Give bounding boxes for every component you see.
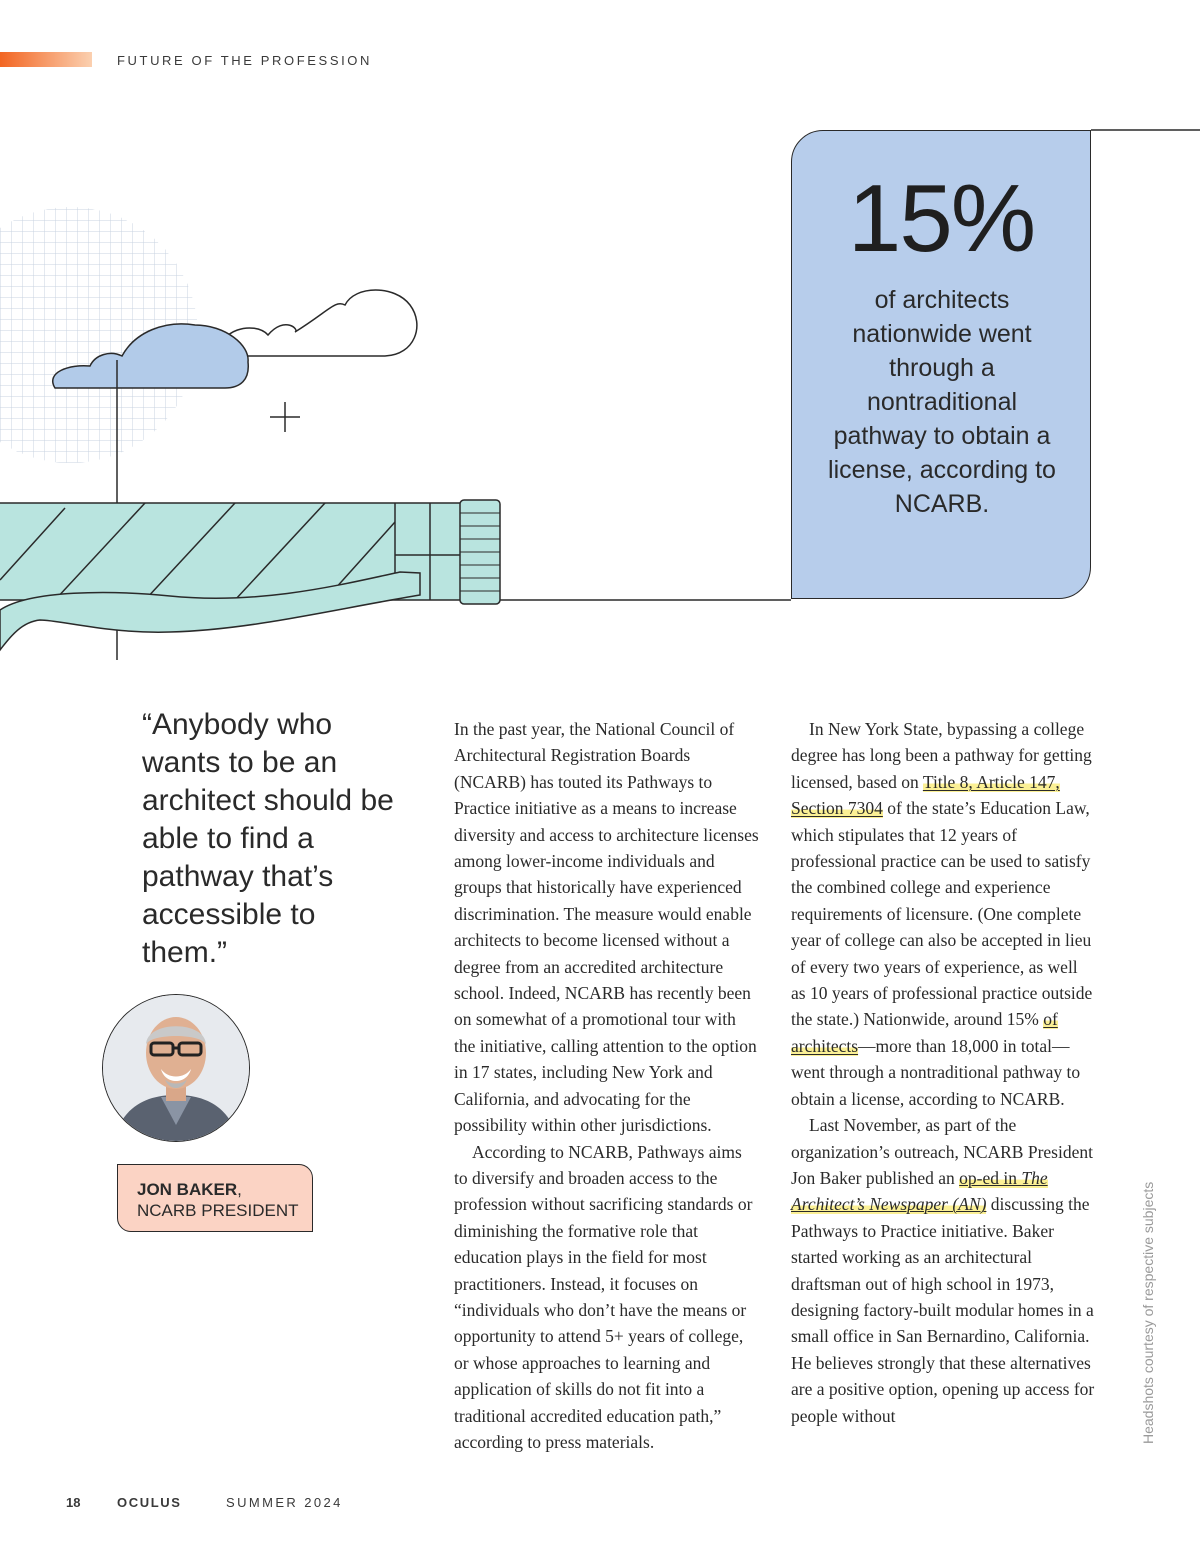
pull-quote: “Anybody who wants to be an architect should be able to find a pathway that’s accessible to them.” — [142, 708, 394, 969]
article-paragraph: In the past year, the National Council of Architectural Registration Boards (NCARB) has touted its Pathways to Practice initiative as a means to increase diversity and access to architecture licenses among lower-income individuals and groups that historically have experienced discrimination. The measure would enable architects to become licensed without a degree from an accredited architecture school. Indeed, NCARB has recently been on somewhat of a promotional tour with the initiative, calling attention to the option in 17 states, including New York and California, and advocating for the possibility within other jurisdictions. — [454, 719, 759, 1136]
outline-cloud-icon — [221, 290, 417, 356]
article-text: Last November, as part of the organization’s outreach, NCARB President Jon Baker published an — [791, 1115, 1093, 1188]
article-text: discussing the Pathways to Practice initiative. Baker started working as an architectural draftsman out of high school in 1973, designing factory-built modular homes in a small office in San Bernardino, California. He believes strongly that these alternatives are a positive option, opening up access for people without — [791, 1194, 1095, 1426]
article-paragraph — [791, 1112, 1096, 1429]
op-ed-publication-abbrev[interactable]: (AN) — [948, 1194, 987, 1215]
page-number: 18 — [66, 1495, 81, 1510]
section-label: FUTURE OF THE PROFESSION — [117, 53, 373, 68]
article-text: —more than 18,000 in total—went through a nontraditional pathway to obtain a license, according to NCARB. — [791, 1035, 1081, 1109]
magazine-name: OCULUS — [117, 1495, 182, 1510]
speaker-name: JON BAKER — [137, 1180, 238, 1199]
law-citation-link[interactable]: Title 8, Article 147, Section 7304 — [791, 771, 1060, 819]
photo-credit: Headshots courtesy of respective subjects — [1140, 1181, 1156, 1444]
speaker-name-comma: , — [237, 1180, 242, 1199]
avatar — [102, 994, 250, 1142]
article-column-2 — [791, 716, 1096, 1429]
stat-number: 15% — [847, 165, 1035, 272]
speaker-title: NCARB PRESIDENT — [137, 1201, 299, 1220]
headshot-portrait-icon — [103, 995, 249, 1141]
article-text: In New York State, bypassing a college degree has long been a pathway for getting licensed, based on — [791, 719, 1092, 792]
stat-text: of architects nationwide went through a nontraditional pathway to obtain a license, according to NCARB. — [828, 286, 1056, 518]
striped-pathway-bar — [0, 500, 791, 650]
article-paragraph — [791, 716, 1096, 1112]
article-column-1 — [454, 716, 759, 1455]
speaker-name-box — [117, 1164, 313, 1232]
article-text: of the state’s Education Law, which stipulates that 12 years of professional practice can be used to satisfy the combined college and experience requirements of licensure. (One complete year of college can also be accepted in lieu of every two years of experience, as well as 10 years of professional practice outside the state.) Nationwide, around 15% — [791, 798, 1093, 1030]
article-paragraph: According to NCARB, Pathways aims to diversify and broaden access to the profession without sacrificing standards or diminishing the formative role that education plays in the field for most practitioners. Instead, it focuses on “individuals who don’t have the means or opportunity to attend 5+ years of college, or whose approaches to learning and application of skills do not fit into a traditional accredited education path,” according to press materials. — [454, 1141, 753, 1452]
plus-icon — [270, 402, 300, 432]
issue-date: SUMMER 2024 — [226, 1495, 343, 1510]
stat-callout — [791, 130, 1091, 599]
architects-stat-link[interactable]: of architects — [791, 1009, 1058, 1056]
op-ed-publication-name[interactable]: The Architect’s Newspaper — [791, 1167, 1048, 1215]
op-ed-link-text[interactable]: op-ed in — [959, 1167, 1022, 1188]
